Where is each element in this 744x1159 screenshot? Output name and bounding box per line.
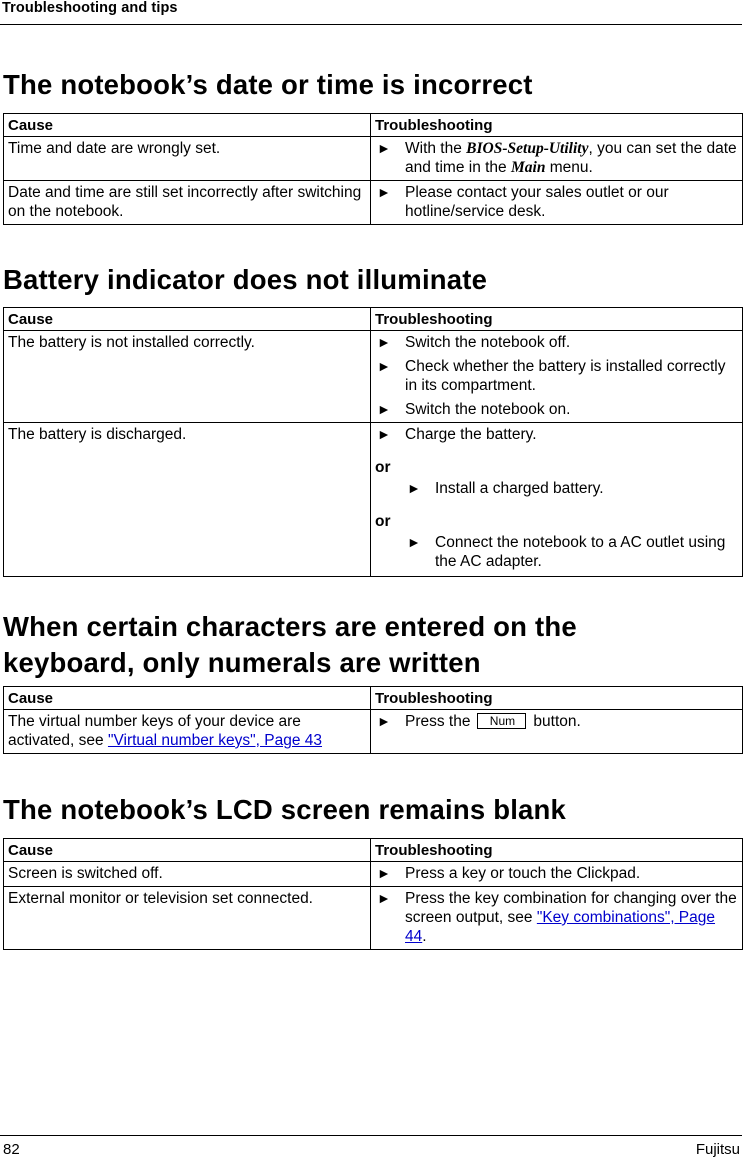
num-key-cap: Num xyxy=(477,713,526,729)
table-header-row xyxy=(4,308,743,331)
heading-numerals-written: When certain characters are entered on the keyboard, only numerals are written xyxy=(3,611,577,678)
col-troubleshooting: Troubleshooting xyxy=(371,308,743,331)
bullet-arrow-icon: ► xyxy=(377,334,391,350)
bullet-arrow-icon: ► xyxy=(407,534,421,550)
fix-cell: ► Please contact your sales outlet or our hotline/service desk. xyxy=(371,181,743,225)
table-header-row xyxy=(4,687,743,710)
running-header xyxy=(0,0,742,25)
table-row xyxy=(4,710,743,754)
link-virtual-number-keys[interactable]: "Virtual number keys", Page 43 xyxy=(107,732,323,749)
cause-cell: Time and date are wrongly set. xyxy=(4,137,371,181)
table-row xyxy=(4,862,743,887)
table-header-row xyxy=(4,839,743,862)
bullet-arrow-icon: ► xyxy=(407,480,421,496)
or-label: or xyxy=(375,459,391,476)
bios-setup-utility: BIOS-Setup-Utility xyxy=(466,140,589,157)
fix-cell: ► With the BIOS-Setup-Utility, you can set the date and time in the Main menu. xyxy=(371,137,743,181)
page-number: 82 xyxy=(3,1141,20,1158)
bullet-arrow-icon: ► xyxy=(377,426,391,442)
bullet-arrow-icon: ► xyxy=(377,401,391,417)
fix-cell: ► Switch the notebook off. ► Check whether the battery is installed correctly in its compartment. ► Switch the notebook on. xyxy=(371,331,743,423)
bullet-arrow-icon: ► xyxy=(377,890,391,906)
fix-cell: ► Press the key combination for changing over the screen output, see "Key combinations", Page 44. xyxy=(371,887,743,950)
fix-cell: ► Charge the battery. or ► Install a charged battery. or ► Connect the notebook to a AC outlet using the AC adapter. xyxy=(371,423,743,577)
col-cause: Cause xyxy=(4,839,371,862)
cause-cell: Date and time are still set incorrectly after switching on the notebook. xyxy=(4,181,371,225)
page-footer xyxy=(0,1135,742,1158)
fix-cell: ► Press the Num button. xyxy=(371,710,743,754)
table-row xyxy=(4,137,743,181)
col-troubleshooting: Troubleshooting xyxy=(371,839,743,862)
fix-cell: ► Press a key or touch the Clickpad. xyxy=(371,862,743,887)
col-troubleshooting: Troubleshooting xyxy=(371,114,743,137)
bullet-arrow-icon: ► xyxy=(377,184,391,200)
cause-cell: The virtual number keys of your device are activated, see "Virtual number keys", Page 43 xyxy=(4,710,371,754)
cause-cell: The battery is not installed correctly. xyxy=(4,331,371,423)
table-date-time xyxy=(3,113,743,225)
table-row xyxy=(4,181,743,225)
table-row xyxy=(4,423,743,577)
bullet-arrow-icon: ► xyxy=(377,140,391,156)
col-cause: Cause xyxy=(4,308,371,331)
bullet-arrow-icon: ► xyxy=(377,358,391,374)
table-row xyxy=(4,887,743,950)
col-troubleshooting: Troubleshooting xyxy=(371,687,743,710)
bullet-arrow-icon: ► xyxy=(377,713,391,729)
brand-name: Fujitsu xyxy=(695,1141,740,1158)
link-key-combinations[interactable]: "Key combinations", Page 44 xyxy=(405,909,716,945)
table-lcd xyxy=(3,838,743,950)
cause-cell: The battery is discharged. xyxy=(4,423,371,577)
heading-date-time: The notebook’s date or time is incorrect xyxy=(3,69,533,100)
running-header-title: Troubleshooting and tips xyxy=(2,0,178,16)
heading-lcd-blank: The notebook’s LCD screen remains blank xyxy=(3,794,567,825)
col-cause: Cause xyxy=(4,114,371,137)
or-label: or xyxy=(375,513,391,530)
table-header-row xyxy=(4,114,743,137)
table-battery xyxy=(3,307,743,577)
heading-battery-indicator: Battery indicator does not illuminate xyxy=(3,264,488,295)
main-menu-name: Main xyxy=(510,159,546,176)
cause-cell: External monitor or television set connected. xyxy=(4,887,371,950)
bullet-arrow-icon: ► xyxy=(377,865,391,881)
col-cause: Cause xyxy=(4,687,371,710)
table-keyboard xyxy=(3,686,743,754)
table-row xyxy=(4,331,743,423)
cause-cell: Screen is switched off. xyxy=(4,862,371,887)
